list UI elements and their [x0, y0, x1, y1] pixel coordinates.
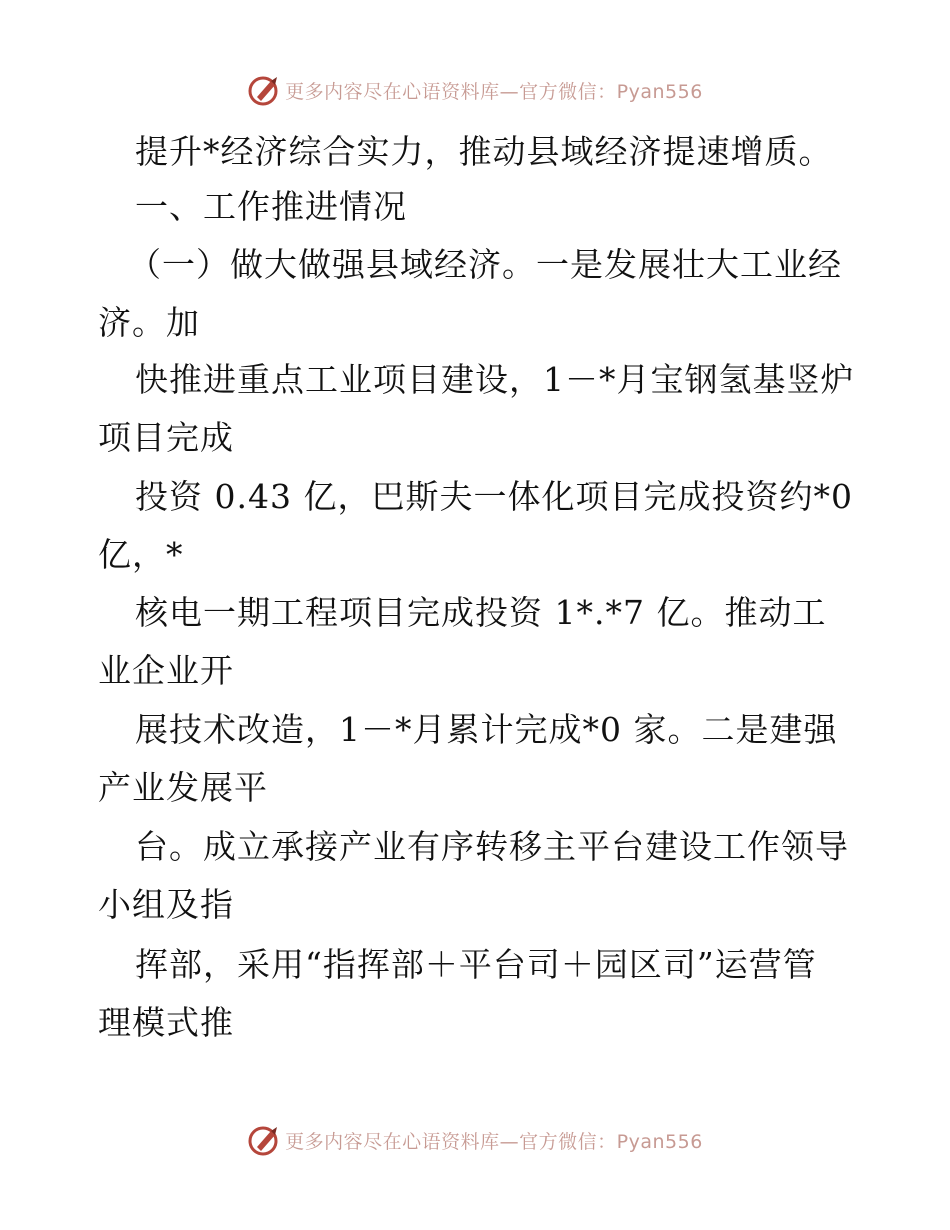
text-line: 挥部，采用“指挥部＋平台司＋园区司”运营管 [135, 945, 817, 984]
text-line: 亿，* [98, 535, 184, 574]
text-line: 理模式推 [98, 1003, 234, 1042]
footer-watermark-banner [0, 1120, 950, 1160]
pen-logo-icon [247, 1123, 281, 1157]
pen-logo-icon [247, 73, 281, 107]
section-heading: 一、工作推进情况 [135, 187, 407, 226]
header-watermark-banner [0, 70, 950, 110]
text-line: 提升*经济综合实力，推动县域经济提速增质。 [135, 132, 833, 171]
text-line: 核电一期工程项目完成投资 1*.*7 亿。推动工 [135, 593, 827, 632]
text-line: 展技术改造，1－*月累计完成*0 家。二是建强 [135, 710, 838, 749]
text-line: 快推进重点工业项目建设，1－*月宝钢氢基竖炉 [135, 360, 855, 399]
text-line: 项目完成 [98, 418, 234, 457]
text-line: （一）做大做强县域经济。一是发展壮大工业经 [128, 245, 842, 284]
text-line: 产业发展平 [98, 768, 268, 807]
text-line: 台。成立承接产业有序转移主平台建设工作领导 [135, 827, 849, 866]
text-line: 小组及指 [98, 885, 234, 924]
header-banner-text: 更多内容尽在心语资料库—官方微信：Pyan556 [285, 80, 703, 103]
text-line: 投资 0.43 亿，巴斯夫一体化项目完成投资约*0 [135, 477, 853, 516]
text-line: 济。加 [98, 303, 200, 342]
text-line: 业企业开 [98, 651, 234, 690]
footer-banner-text: 更多内容尽在心语资料库—官方微信：Pyan556 [285, 1130, 703, 1153]
